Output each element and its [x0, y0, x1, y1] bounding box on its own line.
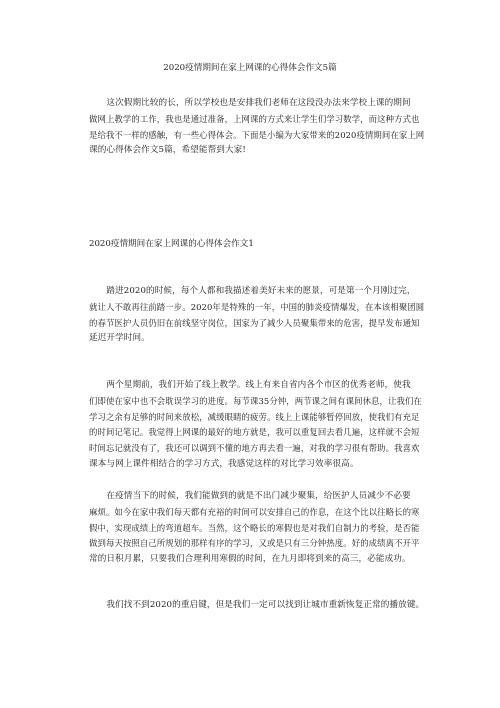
paragraph-line: 时间忘记就没有了，我还可以调到不懂的地方再去看一遍，对我的学习很有帮助。我喜欢 — [89, 443, 420, 454]
paragraph-line: 踏进2020的时候，每个人都和我描述着美好未来的愿景，可是第一个月刚过完， — [89, 286, 416, 296]
paragraph-line: 做网上教学的工作，我也是通过准备，上网课的方式来让学生们学习数学，而这种方式也 — [89, 113, 420, 124]
paragraph-line: 这次假期比较的长，所以学校也是安排我们老师在这段没办法来学校上课的期间 — [89, 98, 411, 108]
paragraph-line: 假中，实现成绩上的弯道超车。当然，这个略长的寒假也是对我们自制力的考验，是否能 — [89, 522, 420, 533]
paragraph-line: 就让人不敢再往前踏一步。2020年是特殊的一年，中国的肺炎疫情爆发，在本该相聚团圆 — [89, 301, 425, 312]
section-heading: 2020疫情期间在家上网课的心得体会作文1 — [89, 239, 254, 249]
body-paragraph-1 — [89, 284, 423, 347]
paragraph-line: 课本与网上课件相结合的学习方式，我感觉这样的对比学习效率很高。 — [89, 458, 359, 469]
paragraph-line: 们即使在家中也不会耽误学习的进度。每节课35分钟，两节课之间有课间休息，让我们在 — [89, 395, 422, 406]
paragraph-line: 做到每天按照自己所规划的那样有序的学习，又或是只有三分钟热度。好的成绩离不开平 — [89, 538, 420, 549]
paragraph-line: 的时间记笔记。我觉得上网课的最好的地方就是，我可以重复回去看几遍，这样就不会短 — [89, 427, 420, 438]
paragraph-line: 常的日积月累，只要我们合理利用寒假的时间，在九月即将到来的高三，必能成功。 — [89, 554, 411, 565]
paragraph-line: 是给我不一样的感触，有一些心得体会。下面是小编为大家带来的2020疫情期间在家上网 — [89, 129, 425, 140]
intro-paragraph — [89, 96, 423, 159]
paragraph-line: 课的心得体会作文5篇，希望能帮到大家! — [89, 145, 246, 156]
paragraph-line: 的春节医护人员仍旧在前线坚守岗位，国家为了减少人员聚集带来的危害，提早发布通知 — [89, 317, 420, 328]
body-paragraph-4 — [89, 598, 423, 614]
paragraph-line: 两个星期前，我们开始了线上教学。线上有来自省内各个市区的优秀老师，使我 — [89, 380, 411, 390]
paragraph-line: 学习之余有足够的时间来放松，减缓眼睛的疲劳。线上上课能够暂停回放，使我们有充足 — [89, 411, 420, 422]
paragraph-line: 延迟开学时间。 — [89, 333, 150, 344]
paragraph-line: 麻烦。如今在家中我们每天都有充裕的时间可以安排自己的作息，在这个比以往略长的寒 — [89, 506, 420, 517]
paragraph-line: 我们找不到2020的重启键，但是我们一定可以找到让城市重新恢复正常的播放键。 — [89, 600, 425, 610]
document-title: 2020疫情期间在家上网课的心得体会作文5篇 — [163, 63, 337, 73]
body-paragraph-2 — [89, 378, 423, 473]
paragraph-line: 在疫情当下的时候，我们能做到的就是不出门减少聚集，给医护人员减少不必要 — [89, 491, 411, 501]
body-paragraph-3 — [89, 489, 423, 568]
